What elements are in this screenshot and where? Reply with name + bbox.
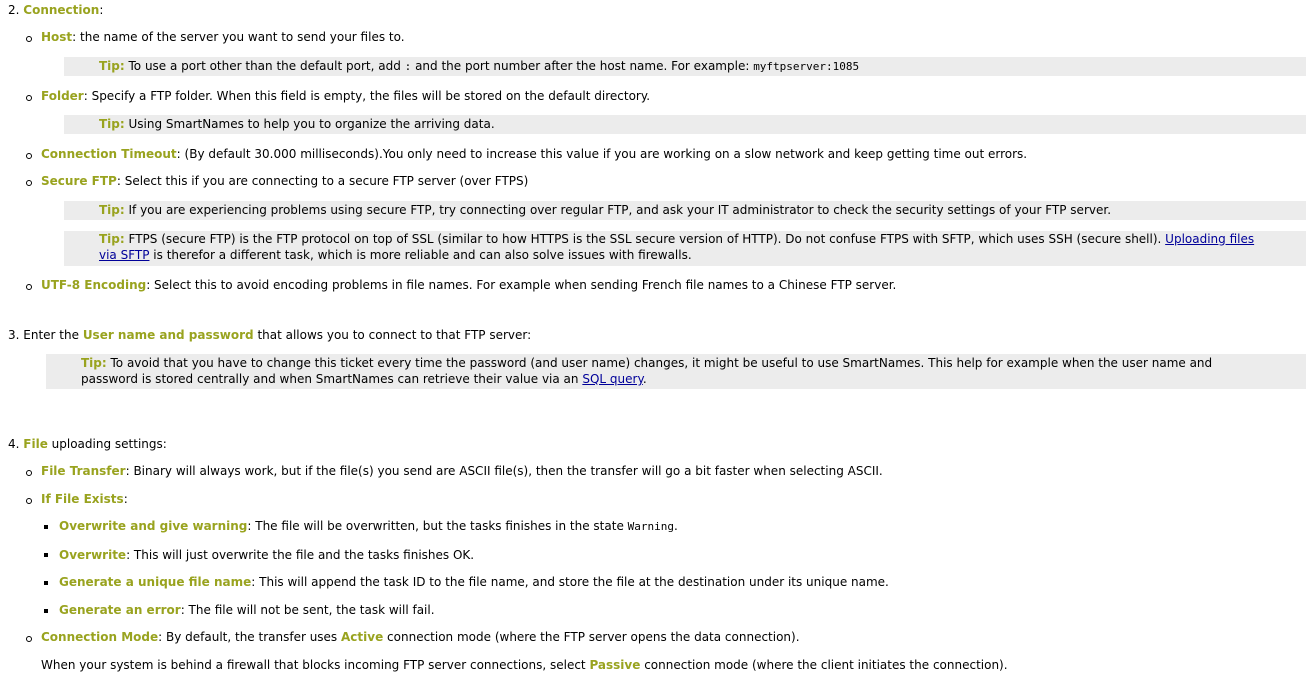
host-tip-text-after: and the port number after the host name. For example:: [411, 59, 754, 73]
bullet-circle-icon: [26, 95, 32, 101]
folder-tip-text: Using SmartNames to help you to organize the arriving data.: [124, 117, 495, 131]
section-4-text: uploading settings:: [47, 437, 167, 451]
secure-ftp-item: [41, 173, 528, 189]
tip-label: Tip:: [81, 356, 107, 370]
connection-mode-text-after: connection mode (where the FTP server opens the data connection).: [383, 630, 800, 644]
connection-mode-text-before: : By default, the transfer uses: [158, 630, 342, 644]
bullet-circle-icon: [26, 636, 32, 642]
if-file-exists-item: [41, 491, 128, 507]
section-4-number: 4.: [8, 437, 20, 451]
uploading-files-via-sftp-link-line2[interactable]: via SFTP: [99, 248, 150, 262]
tip-label: Tip:: [99, 117, 125, 131]
bullet-circle-icon: [26, 36, 32, 42]
tip-label: Tip:: [99, 203, 125, 217]
option-text: : This will append the task ID to the file name, and store the file at the destination under its unique name.: [251, 575, 889, 589]
option-overwrite: [59, 547, 474, 563]
option-text: : This will just overwrite the file and the tasks finishes OK.: [126, 548, 475, 562]
host-label: Host: [41, 30, 73, 44]
option-label: Overwrite and give warning: [59, 519, 248, 533]
utf8-text: : Select this to avoid encoding problems in file names. For example when sending French file names to a Chinese FTP server.: [146, 278, 897, 292]
secure-ftp-tip-2-line2: is therefor a different task, which is more reliable and can also solve issues with firewalls.: [149, 248, 692, 262]
connection-mode-label: Connection Mode: [41, 630, 159, 644]
folder-item: [41, 88, 650, 104]
option-text: : The file will not be sent, the task will fail.: [180, 603, 435, 617]
option-label: Overwrite: [59, 548, 127, 562]
host-tip-example-code: myftpserver:1085: [753, 60, 860, 73]
timeout-label: Connection Timeout: [41, 147, 177, 161]
sql-query-link[interactable]: SQL query: [582, 372, 643, 386]
timeout-item: [41, 146, 1027, 162]
option-text: : The file will be overwritten, but the tasks finishes in the state: [247, 519, 628, 533]
option-code: Warning: [627, 520, 674, 533]
timeout-text: : (By default 30.000 milliseconds).You only need to increase this value if you are working on a slow network and keep getting time out errors.: [176, 147, 1028, 161]
if-file-exists-label: If File Exists: [41, 492, 124, 506]
section-3-tip-line1: To avoid that you have to change this ticket every time the password (and user name) changes, it might be useful to use SmartNames. This help for example when the user name and: [106, 356, 1213, 370]
bullet-circle-icon: [26, 180, 32, 186]
bullet-square-icon: [44, 525, 48, 529]
bullet-circle-icon: [26, 470, 32, 476]
host-item: [41, 29, 405, 45]
section-3-tip-line2-after: .: [642, 372, 647, 386]
secure-ftp-tip-2-line1: FTPS (secure FTP) is the FTP protocol on top of SSL (similar to how HTTPS is the SSL secure version of HTTP). Do not confuse FTPS with SFTP, which uses SSH (secure shell).: [124, 232, 1166, 246]
file-transfer-item: [41, 463, 883, 479]
bullet-square-icon: [44, 609, 48, 613]
bullet-circle-icon: [26, 498, 32, 504]
host-tip-box: [64, 57, 1306, 76]
utf8-label: UTF-8 Encoding: [41, 278, 147, 292]
section-3-heading: [8, 327, 531, 343]
connection-mode-item: [41, 629, 800, 645]
folder-label: Folder: [41, 89, 84, 103]
option-label: Generate an error: [59, 603, 181, 617]
file-transfer-text: : Binary will always work, but if the file(s) you send are ASCII file(s), then the transfer will go a bit faster when selecting ASCII.: [125, 464, 883, 478]
passive-keyword: Passive: [589, 658, 641, 672]
connection-mode-para-before: When your system is behind a firewall that blocks incoming FTP server connections, select: [41, 658, 590, 672]
section-3-tip-box: [46, 354, 1306, 389]
secure-ftp-text: : Select this if you are connecting to a secure FTP server (over FTPS): [116, 174, 529, 188]
bullet-square-icon: [44, 581, 48, 585]
host-tip-colon-code: :: [404, 60, 412, 73]
section-2-title: Connection: [23, 3, 100, 17]
bullet-circle-icon: [26, 284, 32, 290]
option-generate-unique-name: [59, 574, 889, 590]
secure-ftp-tip-1-box: [64, 201, 1306, 220]
connection-mode-paragraph: [41, 657, 1008, 673]
section-2-heading: [8, 2, 103, 18]
uploading-files-via-sftp-link[interactable]: Uploading files: [1165, 232, 1255, 246]
section-3-label: User name and password: [82, 328, 254, 342]
secure-ftp-tip-1-text: If you are experiencing problems using secure FTP, try connecting over regular FTP, and ask your IT administrator to check the security settings of your FTP server.: [124, 203, 1112, 217]
folder-tip-box: [64, 115, 1306, 134]
tip-label: Tip:: [99, 232, 125, 246]
tip-label: Tip:: [99, 59, 125, 73]
utf8-item: [41, 277, 896, 293]
active-keyword: Active: [341, 630, 384, 644]
secure-ftp-label: Secure FTP: [41, 174, 117, 188]
connection-mode-para-after: connection mode (where the client initiates the connection).: [640, 658, 1008, 672]
section-4-heading: [8, 436, 167, 452]
section-2-number: 2.: [8, 3, 20, 17]
section-3-text-before: Enter the: [19, 328, 83, 342]
option-end: .: [674, 519, 678, 533]
if-file-exists-colon: :: [123, 492, 128, 506]
folder-text: : Specify a FTP folder. When this field is empty, the files will be stored on the default directory.: [83, 89, 651, 103]
file-transfer-label: File Transfer: [41, 464, 126, 478]
section-2-colon: :: [99, 3, 104, 17]
section-4-label: File: [23, 437, 48, 451]
secure-ftp-tip-2-box: [64, 231, 1306, 266]
option-label: Generate a unique file name: [59, 575, 252, 589]
bullet-square-icon: [44, 553, 48, 557]
option-generate-error: [59, 602, 435, 618]
section-3-text-after: that allows you to connect to that FTP server:: [253, 328, 532, 342]
option-overwrite-warning: [59, 518, 678, 535]
host-text: : the name of the server you want to send your files to.: [72, 30, 405, 44]
host-tip-text-before: To use a port other than the default port, add: [124, 59, 405, 73]
section-3-number: 3.: [8, 328, 20, 342]
section-3-tip-line2-before: password is stored centrally and when SmartNames can retrieve their value via an: [81, 372, 583, 386]
bullet-circle-icon: [26, 153, 32, 159]
